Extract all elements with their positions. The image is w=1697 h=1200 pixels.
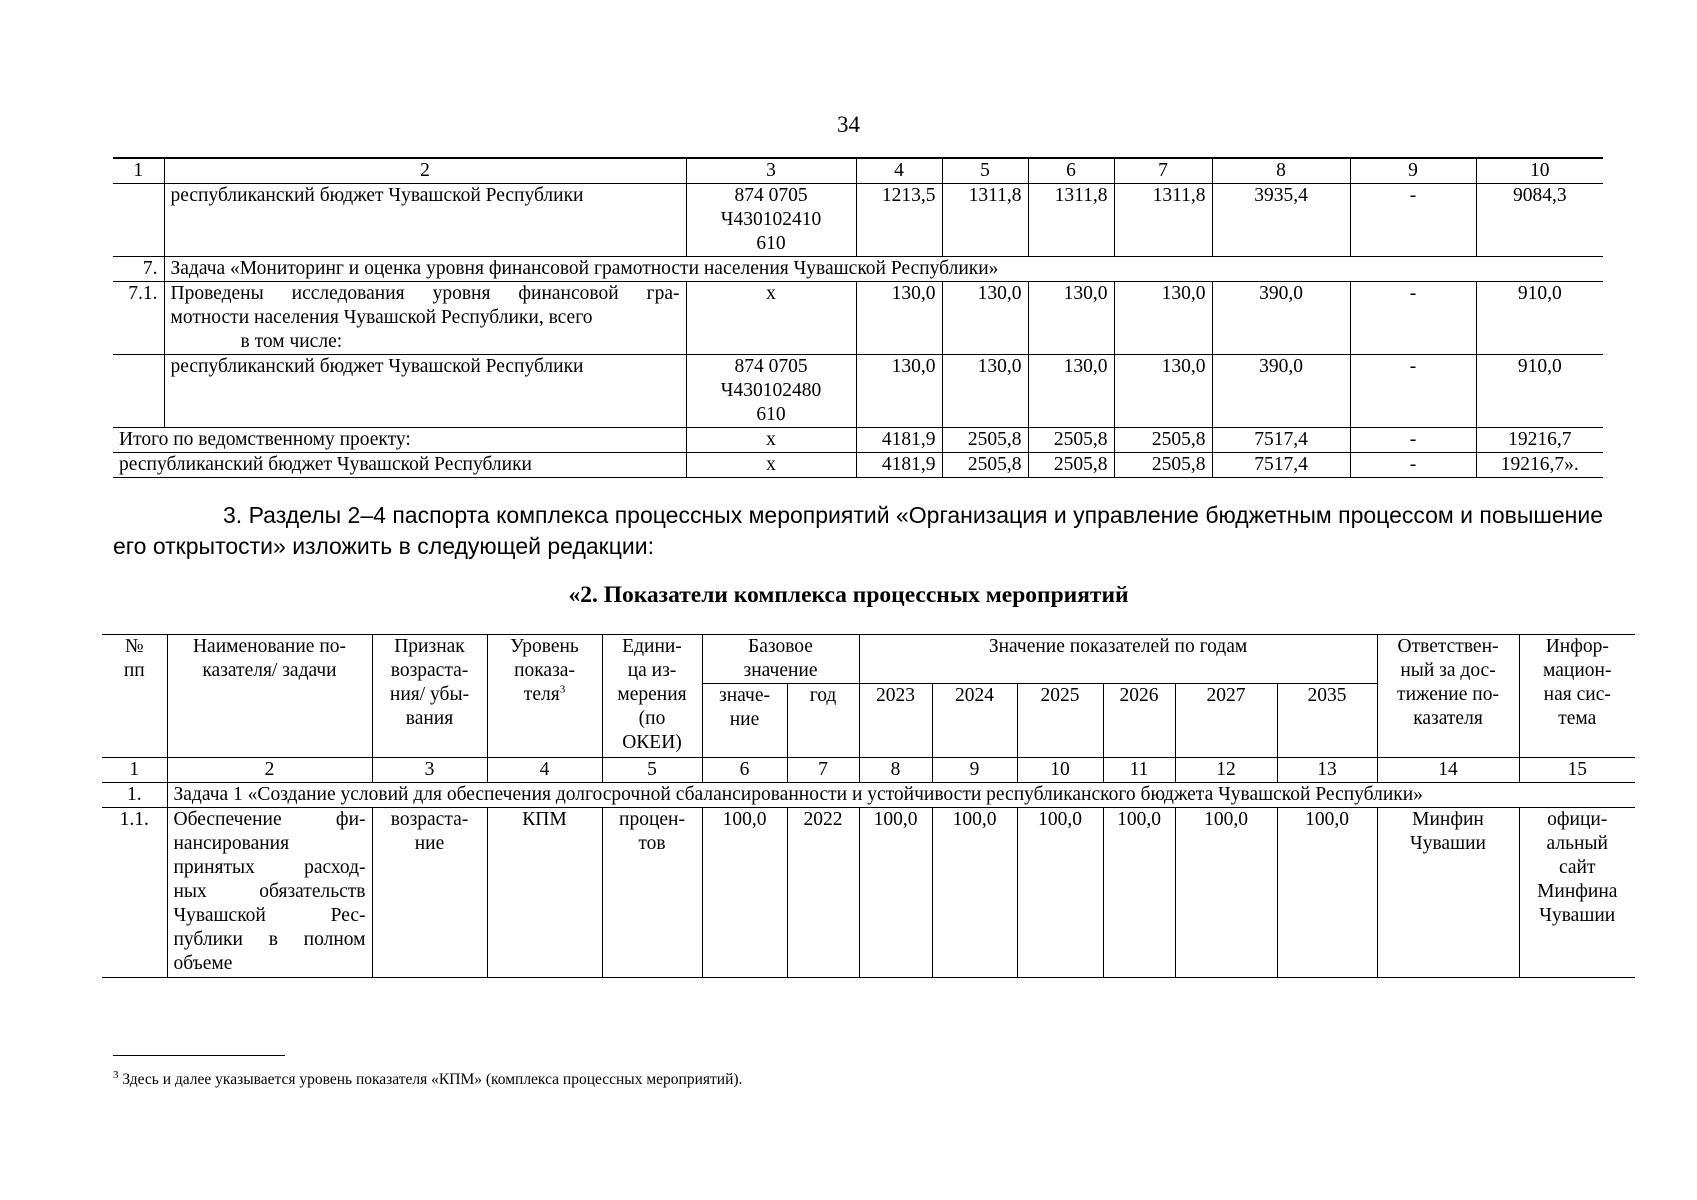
col-number: 14 xyxy=(1377,758,1519,783)
col-number: 4 xyxy=(487,758,602,783)
row-number xyxy=(113,355,164,428)
value-cell: 1311,8 xyxy=(1114,184,1212,257)
value-cell: 130,0 xyxy=(1114,355,1212,428)
header-base: Базовое значение xyxy=(702,635,859,684)
value-cell: 390,0 xyxy=(1212,355,1350,428)
value-cell: 1311,8 xyxy=(942,184,1028,257)
col-number: 3 xyxy=(372,758,487,783)
value-cell: 2505,8 xyxy=(1114,453,1212,478)
paragraph: 3. Разделы 2–4 паспорта комплекса процессных мероприятий «Организация и управление бюджетным процессом и повышение его открытости» изложить в следующей редакции: xyxy=(113,502,1603,559)
info-system: офици- альный сайт Минфина Чувашии xyxy=(1519,808,1635,978)
year-value: 100,0 xyxy=(1017,808,1103,978)
row-name: республиканский бюджет Чувашской Республики xyxy=(164,355,686,428)
col-number: 9 xyxy=(1350,158,1476,184)
value-cell: 4181,9 xyxy=(856,453,942,478)
col-number: 12 xyxy=(1175,758,1277,783)
value-cell: 19216,7». xyxy=(1476,453,1603,478)
header-name: Наименование по- казателя/ задачи xyxy=(167,635,372,758)
header-base-year: год xyxy=(787,684,859,758)
footnote-text: Здесь и далее указывается уровень показателя «КПМ» (комплекса процессных мероприятий). xyxy=(122,1071,743,1088)
col-number: 7 xyxy=(1114,158,1212,184)
budget-code: 874 0705 Ч430102410 610 xyxy=(686,184,856,257)
value-cell: 1213,5 xyxy=(856,184,942,257)
header-base-value: значе- ние xyxy=(702,684,787,758)
header-sign: Признак возраста- ния/ убы- вания xyxy=(372,635,487,758)
page-number: 34 xyxy=(837,112,860,137)
value-cell: 130,0 xyxy=(1028,355,1114,428)
header-level: Уровень показа- теля$^3$ xyxy=(487,635,602,758)
col-number: 1 xyxy=(113,158,164,184)
col-number: 10 xyxy=(1476,158,1603,184)
col-number: 13 xyxy=(1277,758,1377,783)
value-cell: 2505,8 xyxy=(1028,428,1114,453)
col-number: 6 xyxy=(702,758,787,783)
col-number: 7 xyxy=(787,758,859,783)
budget-code: х xyxy=(686,282,856,355)
row-number: 7.1. xyxy=(113,282,164,355)
table-row xyxy=(113,184,1603,257)
value-cell: 9084,3 xyxy=(1476,184,1603,257)
col-number: 11 xyxy=(1103,758,1175,783)
footnote-ref: 3 xyxy=(559,683,566,696)
value-cell: - xyxy=(1350,453,1476,478)
value-cell: 130,0 xyxy=(942,355,1028,428)
value-cell: - xyxy=(1350,282,1476,355)
row-number xyxy=(113,184,164,257)
row-number: 1.1. xyxy=(102,808,167,978)
responsible: Минфин Чувашии xyxy=(1377,808,1519,978)
footnote xyxy=(113,1070,742,1090)
col-number: 8 xyxy=(859,758,932,783)
header-year: 2027 xyxy=(1175,684,1277,758)
budget-code: 874 0705 Ч430102480 610 xyxy=(686,355,856,428)
value-cell: 2505,8 xyxy=(942,453,1028,478)
header-year: 2026 xyxy=(1103,684,1175,758)
table-header-row xyxy=(102,635,1635,684)
financing-table xyxy=(113,157,1603,478)
col-number: 3 xyxy=(686,158,856,184)
header-years-title: Значение показателей по годам xyxy=(859,635,1377,684)
year-value: 100,0 xyxy=(859,808,932,978)
col-number: 10 xyxy=(1017,758,1103,783)
footnote-mark: 3 xyxy=(113,1068,119,1081)
header-year: 2025 xyxy=(1017,684,1103,758)
header-responsible: Ответствен- ный за дос- тижение по- казателя xyxy=(1377,635,1519,758)
col-number: 5 xyxy=(602,758,702,783)
task-text: Задача 1 «Создание условий для обеспечения долгосрочной сбалансированности и устойчивости республиканского бюджета Чувашской Республики» xyxy=(167,783,1635,808)
value-cell: 910,0 xyxy=(1476,282,1603,355)
value-cell: 130,0 xyxy=(856,282,942,355)
header-num: № пп xyxy=(102,635,167,758)
task-row xyxy=(113,257,1603,282)
value-cell: 910,0 xyxy=(1476,355,1603,428)
value-cell: 130,0 xyxy=(942,282,1028,355)
column-numbers-row xyxy=(102,758,1635,783)
value-cell: 2505,8 xyxy=(1114,428,1212,453)
indicator-level: КПМ xyxy=(487,808,602,978)
row-number: 7. xyxy=(113,257,164,282)
table-row xyxy=(113,282,1603,355)
col-number: 15 xyxy=(1519,758,1635,783)
indicator-sign: возраста- ние xyxy=(372,808,487,978)
value-cell: 2505,8 xyxy=(1028,453,1114,478)
total-row xyxy=(113,428,1603,453)
col-number: 1 xyxy=(102,758,167,783)
budget-code: х xyxy=(686,428,856,453)
base-value: 100,0 xyxy=(702,808,787,978)
value-cell: 3935,4 xyxy=(1212,184,1350,257)
row-name: Проведены исследования уровня финансовой гра- мотности населения Чувашской Республики, всего в том числе: xyxy=(164,282,686,355)
row-name: республиканский бюджет Чувашской Республики xyxy=(164,184,686,257)
header-unit: Едини- ца из- мерения (по ОКЕИ) xyxy=(602,635,702,758)
value-cell: 130,0 xyxy=(1028,282,1114,355)
total-label: Итого по ведомственному проекту: xyxy=(113,428,686,453)
value-cell: - xyxy=(1350,355,1476,428)
base-year: 2022 xyxy=(787,808,859,978)
budget-code: х xyxy=(686,453,856,478)
total-label: республиканский бюджет Чувашской Республики xyxy=(113,453,686,478)
col-number: 8 xyxy=(1212,158,1350,184)
header-info-system: Инфор- мацион- ная сис- тема xyxy=(1519,635,1635,758)
row-number: 1. xyxy=(102,783,167,808)
table-header-row xyxy=(113,158,1603,184)
col-number: 9 xyxy=(932,758,1017,783)
section-heading: «2. Показатели комплекса процессных мероприятий xyxy=(568,582,1129,608)
year-value: 100,0 xyxy=(1103,808,1175,978)
header-year: 2024 xyxy=(932,684,1017,758)
table-row xyxy=(113,355,1603,428)
value-cell: 4181,9 xyxy=(856,428,942,453)
year-value: 100,0 xyxy=(1277,808,1377,978)
col-number: 2 xyxy=(167,758,372,783)
value-cell: 1311,8 xyxy=(1028,184,1114,257)
col-number: 2 xyxy=(164,158,686,184)
footnote-divider xyxy=(113,1055,285,1056)
year-value: 100,0 xyxy=(932,808,1017,978)
col-number: 5 xyxy=(942,158,1028,184)
total-row xyxy=(113,453,1603,478)
table-row xyxy=(102,808,1635,978)
value-cell: 130,0 xyxy=(1114,282,1212,355)
col-number: 4 xyxy=(856,158,942,184)
year-value: 100,0 xyxy=(1175,808,1277,978)
value-cell: - xyxy=(1350,184,1476,257)
task-text: Задача «Мониторинг и оценка уровня финансовой грамотности населения Чувашской Республики» xyxy=(164,257,1603,282)
indicator-name: Обеспечение фи- нансирования принятых расход- ных обязательств Чувашской Рес- публики в полном объеме xyxy=(167,808,372,978)
value-cell: 7517,4 xyxy=(1212,428,1350,453)
value-cell: 7517,4 xyxy=(1212,453,1350,478)
indicators-table xyxy=(102,634,1635,978)
value-cell: 19216,7 xyxy=(1476,428,1603,453)
indicator-unit: процен- тов xyxy=(602,808,702,978)
value-cell: 130,0 xyxy=(856,355,942,428)
header-year: 2023 xyxy=(859,684,932,758)
task-row xyxy=(102,783,1635,808)
value-cell: 2505,8 xyxy=(942,428,1028,453)
col-number: 6 xyxy=(1028,158,1114,184)
value-cell: 390,0 xyxy=(1212,282,1350,355)
value-cell: - xyxy=(1350,428,1476,453)
header-year: 2035 xyxy=(1277,684,1377,758)
